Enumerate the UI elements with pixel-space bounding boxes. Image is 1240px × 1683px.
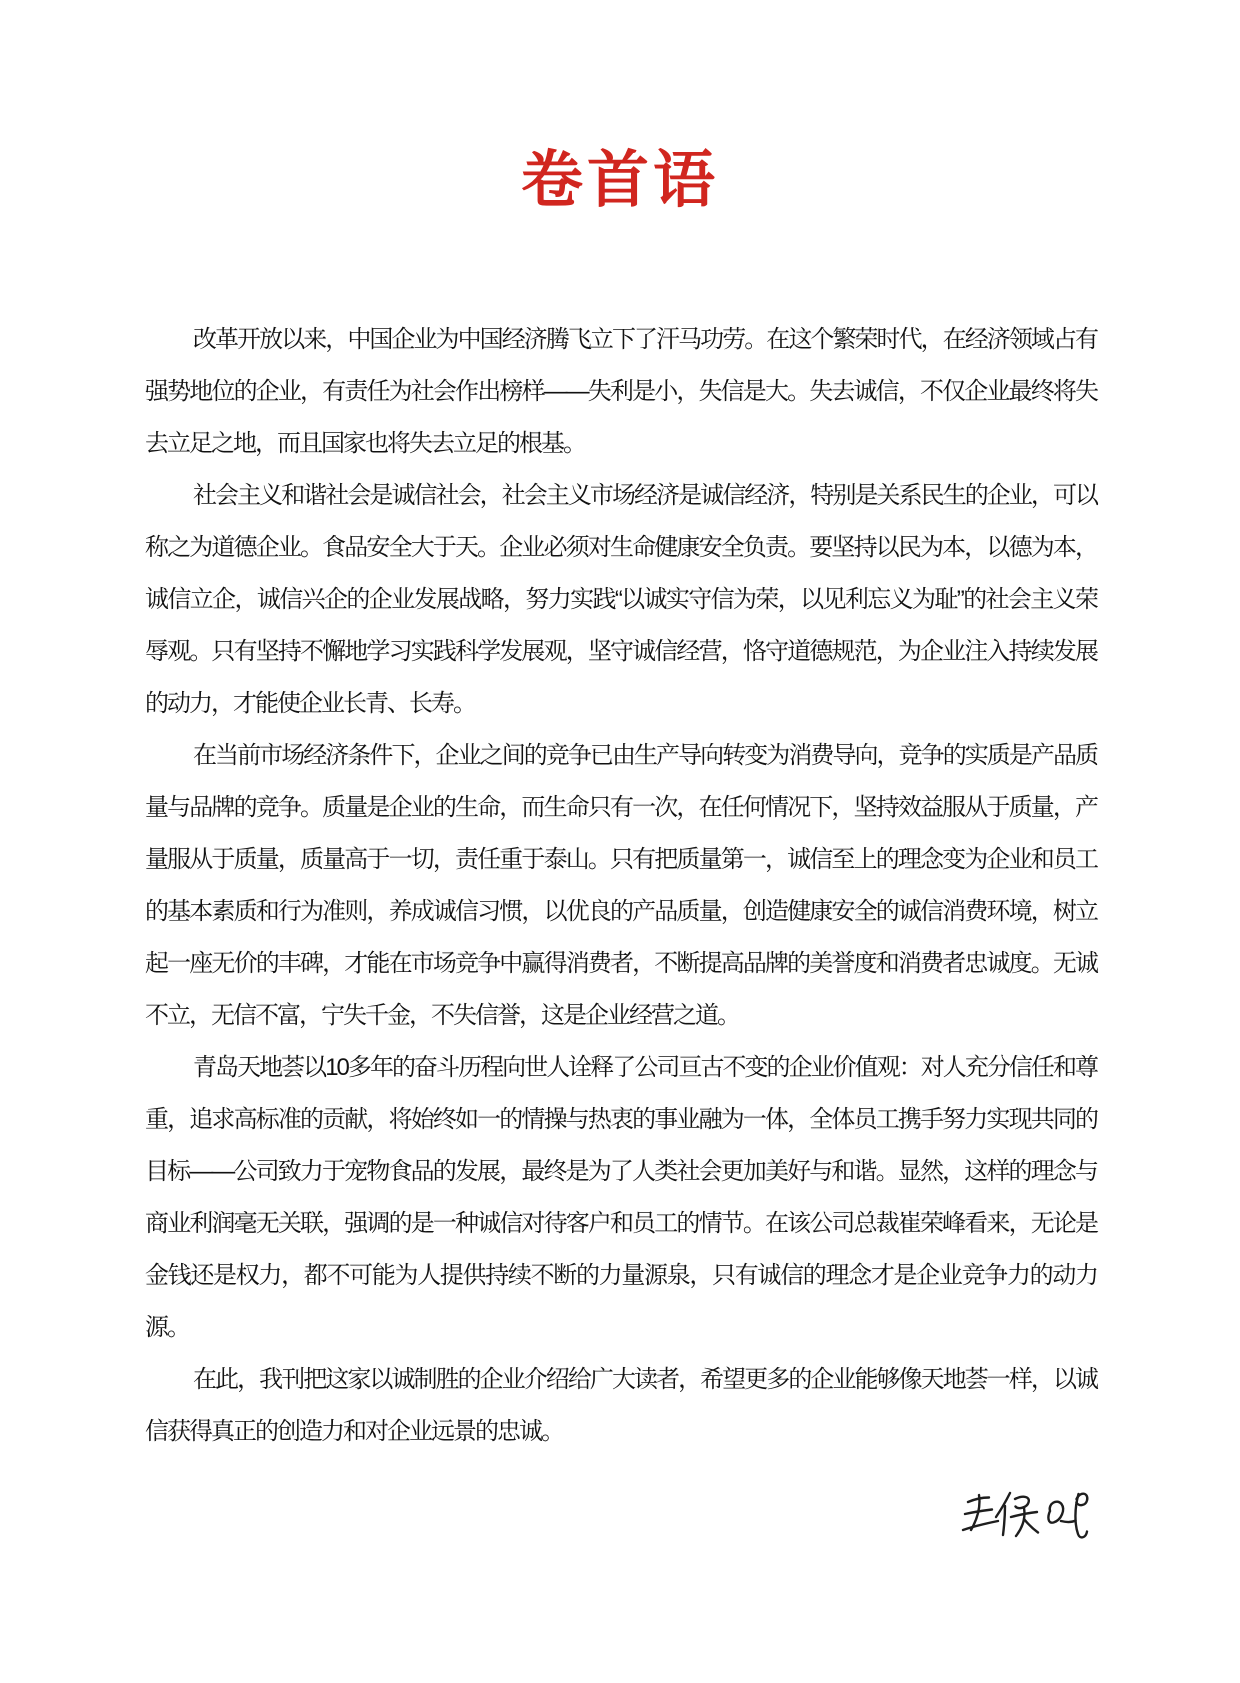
paragraph-5: 在此，我刊把这家以诚制胜的企业介绍给广大读者，希望更多的企业能够像天地荟一样，以诚信获得真正的创造力和对企业远景的忠诚。: [145, 1366, 1097, 1445]
signature-strokes: [960, 1484, 1090, 1548]
handwritten-signature: [960, 1484, 1090, 1548]
paragraph-4: 青岛天地荟以10多年的奋斗历程向世人诠释了公司亘古不变的企业价值观：对人充分信任和尊重，追求高标准的贡献，将始终如一的情操与热衷的事业融为一体，全体员工携手努力实现共同的目标——公司致力于宠物食品的发展，最终是为了人类社会更加美好与和谐。显然，这样的理念与商业利润毫无关联，强调的是一种诚信对待客户和员工的情节。在该公司总裁崔荣峰看来，无论是金钱还是权力，都不可能为人提供持续不断的力量源泉，只有诚信的理念才是企业竞争力的动力源。: [145, 1054, 1097, 1341]
paragraph-1: 改革开放以来，中国企业为中国经济腾飞立下了汗马功劳。在这个繁荣时代，在经济领域占有强势地位的企业，有责任为社会作出榜样——失利是小，失信是大。失去诚信，不仅企业最终将失去立足之地，而且国家也将失去立足的根基。: [145, 326, 1097, 457]
paragraph-2: 社会主义和谐社会是诚信社会，社会主义市场经济是诚信经济，特别是关系民生的企业，可以称之为道德企业。食品安全大于天。企业必须对生命健康安全负责。要坚持以民为本，以德为本，诚信立企，诚信兴企的企业发展战略，努力实践“以诚实守信为荣，以见利忘义为耻”的社会主义荣辱观。只有坚持不懈地学习实践科学发展观，坚守诚信经营，恪守道德规范，为企业注入持续发展的动力，才能使企业长青、长寿。: [145, 482, 1097, 717]
page-title: 卷首语: [520, 146, 719, 215]
paragraph-3: 在当前市场经济条件下，企业之间的竞争已由生产导向转变为消费导向，竞争的实质是产品质量与品牌的竞争。质量是企业的生命，而生命只有一次，在任何情况下，坚持效益服从于质量，产量服从于质量，质量高于一切，责任重于泰山。只有把质量第一，诚信至上的理念变为企业和员工的基本素质和行为准则，养成诚信习惯，以优良的产品质量，创造健康安全的诚信消费环境，树立起一座无价的丰碑，才能在市场竞争中赢得消费者，不断提高品牌的美誉度和消费者忠诚度。无诚不立，无信不富，宁失千金，不失信誉，这是企业经营之道。: [145, 742, 1097, 1029]
article-body: [145, 314, 1097, 1458]
